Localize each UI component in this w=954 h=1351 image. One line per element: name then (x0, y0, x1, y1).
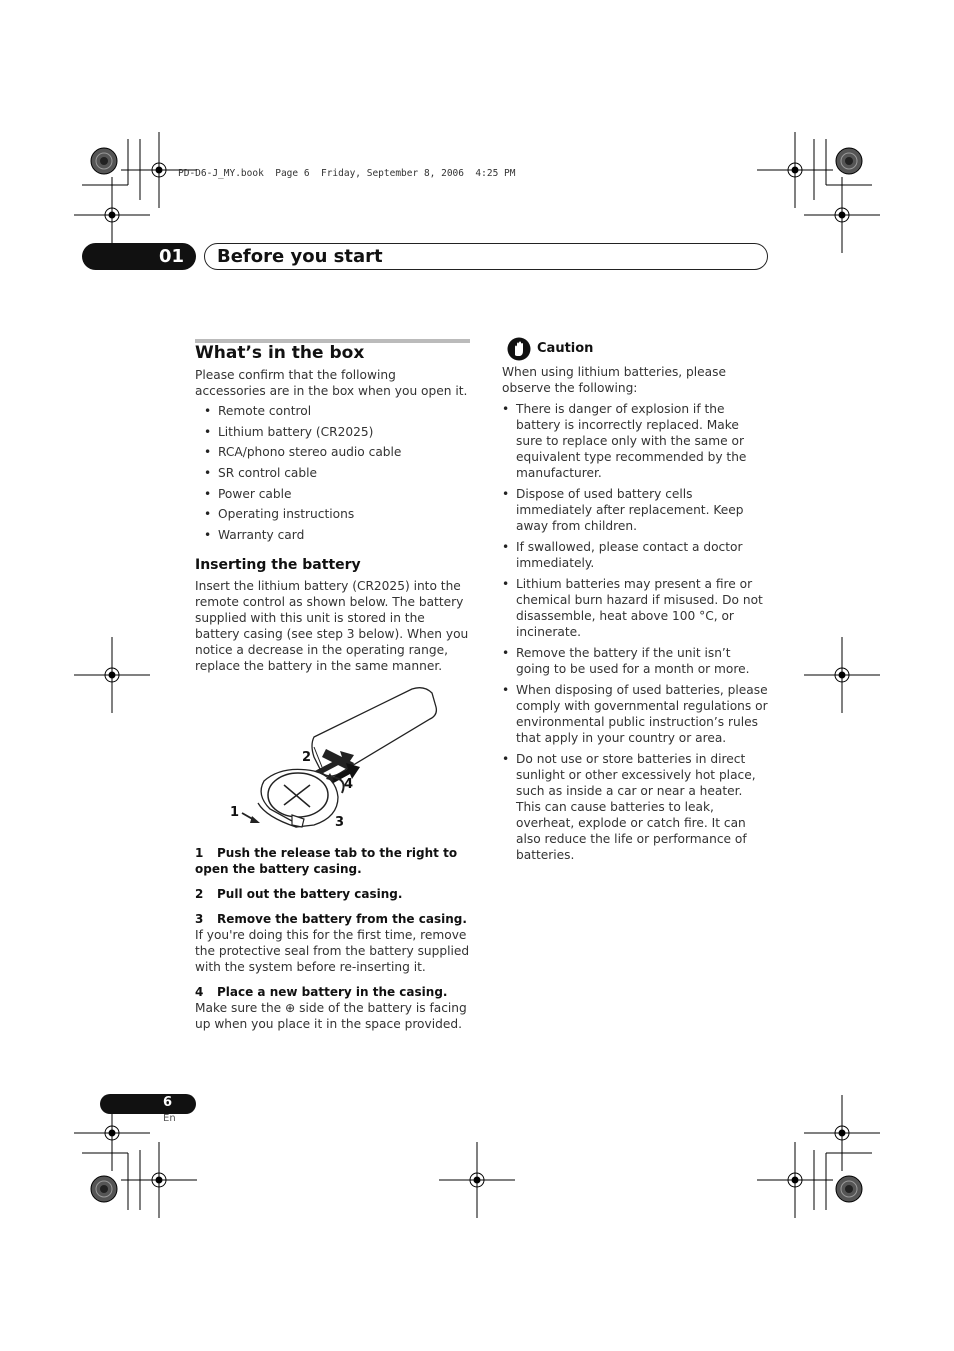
list-item: • Power cable (204, 486, 464, 502)
step-text: Place a new battery in the casing. (217, 985, 448, 999)
step-number: 3 (195, 912, 204, 926)
figure-label-3: 3 (335, 815, 345, 830)
step-number: 2 (195, 887, 204, 901)
book-info-line: PD-D6-J_MY.book Page 6 Friday, September 8, 2006 4:25 PM (178, 168, 516, 179)
chapter-number-badge (82, 243, 196, 270)
step-4-note (195, 1000, 470, 1032)
list-item: • If swallowed, please contact a doctor immediately. (502, 539, 768, 571)
figure-label-2: 2 (302, 750, 312, 765)
chapter-title-box (204, 243, 768, 270)
list-item: • Warranty card (204, 527, 464, 543)
step-text: Remove the battery from the casing. (217, 912, 467, 926)
battery-steps (195, 845, 470, 1032)
list-item: • Remote control (204, 403, 464, 419)
step-text: Pull out the battery casing. (217, 887, 403, 901)
step-1 (195, 845, 470, 877)
language-code: En (163, 1113, 176, 1124)
caution-hand-icon (507, 337, 531, 361)
remote-control-drawing (312, 688, 436, 776)
box-items-list (204, 403, 464, 543)
battery-illustration (222, 685, 442, 835)
step-2 (195, 886, 470, 902)
figure-label-1: 1 (230, 805, 240, 820)
caution-list (502, 401, 768, 863)
note-text-before: Make sure the (195, 1001, 282, 1015)
chapter-title: Before you start (217, 246, 383, 267)
list-item: • When disposing of used batteries, please comply with governmental regulations or environmental public instruction’s rules that apply in your country or area. (502, 682, 768, 746)
list-item: • Operating instructions (204, 506, 464, 522)
list-item: • Do not use or store batteries in direct sunlight or other excessively hot place, such as inside a car or near a heater. This can cause batteries to leak, overheat, explode or catch fire. It can also reduce the life or performance of batteries. (502, 751, 768, 863)
page-number: 6 (162, 1095, 172, 1110)
page-number-badge (100, 1094, 196, 1114)
list-item: • SR control cable (204, 465, 464, 481)
battery-intro: Insert the lithium battery (CR2025) into the remote control as shown below. The battery supplied with this unit is stored in the battery casing (see step 3 below). When you notice a decrease in the operating range, replace the battery in the same manner. (195, 579, 469, 673)
list-item: • Lithium battery (CR2025) (204, 424, 464, 440)
step-3-note: If you're doing this for the first time, remove the protective seal from the battery supplied with the system before re-inserting it. (195, 928, 470, 974)
section-title-box: What’s in the box (195, 343, 365, 363)
step-number: 1 (195, 846, 204, 860)
chapter-number: 01 (158, 246, 184, 267)
list-item: • RCA/phono stereo audio cable (204, 444, 464, 460)
subsection-title-battery: Inserting the battery (195, 557, 361, 573)
list-item: • There is danger of explosion if the battery is incorrectly replaced. Make sure to replace only with the same or equivalent type recommended by the manufacturer. (502, 401, 768, 481)
box-intro: Please confirm that the following accessories are in the box when you open it. (195, 368, 468, 398)
step-4 (195, 984, 470, 1000)
list-item: • Dispose of used battery cells immediately after replacement. Keep away from children. (502, 486, 768, 534)
note-text-after: side of the battery is facing up when you place it in the space provided. (195, 1001, 467, 1031)
caution-title: Caution (537, 341, 594, 356)
step-text: Push the release tab to the right to open the battery casing. (195, 846, 458, 876)
figure-label-4: 4 (344, 777, 354, 792)
list-item: • Lithium batteries may present a fire or chemical burn hazard if misused. Do not disassemble, heat above 100 °C, or incinerate. (502, 576, 768, 640)
caution-intro: When using lithium batteries, please observe the following: (502, 365, 726, 395)
step-number: 4 (195, 985, 204, 999)
step-3 (195, 911, 470, 927)
list-item: • Remove the battery if the unit isn’t going to be used for a month or more. (502, 645, 768, 677)
plus-side-symbol: ⊕ (285, 1001, 296, 1015)
